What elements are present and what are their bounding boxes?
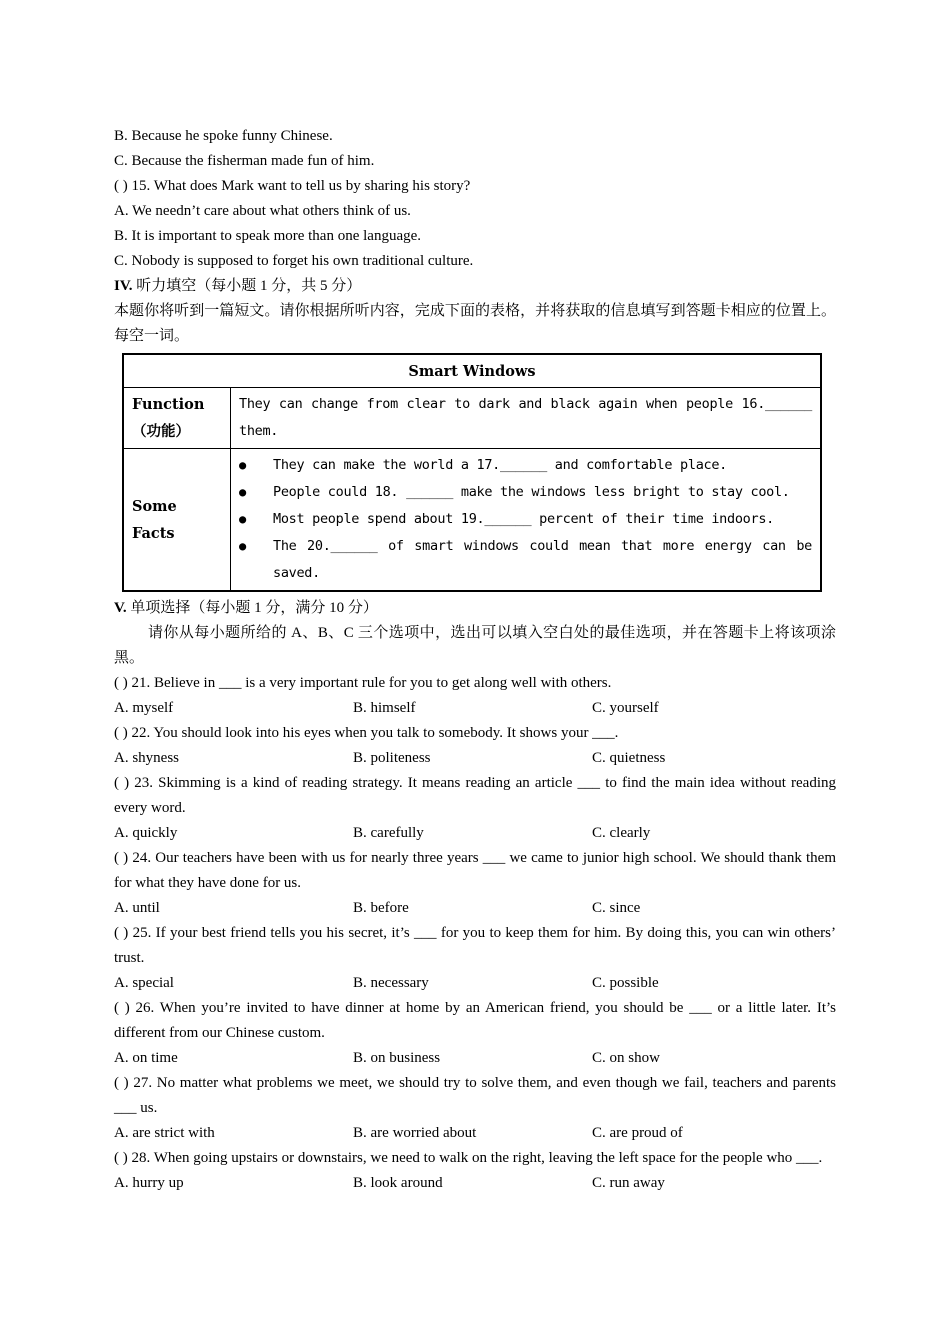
fact-item xyxy=(239,479,812,506)
section-4-heading xyxy=(114,274,836,299)
question-15-stem: ( ) 15. What does Mark want to tell us by sharing his story? xyxy=(114,178,471,194)
question-stem: ( ) 23. Skimming is a kind of reading strategy. It means reading an article ___ to find the main idea without reading every word. xyxy=(114,775,836,816)
prev-option-b: B. Because he spoke funny Chinese. xyxy=(114,128,333,144)
section-4-number: IV. xyxy=(114,278,133,294)
bullet-icon: ● xyxy=(239,512,246,526)
question-options xyxy=(114,1121,836,1146)
option-a: A. quickly xyxy=(114,825,178,841)
bullet-icon: ● xyxy=(239,539,246,553)
question-28 xyxy=(114,1146,836,1196)
section-5-heading xyxy=(114,596,836,621)
fact-19: Most people spend about 19.______ percent of their time indoors. xyxy=(273,511,774,527)
function-label xyxy=(123,388,231,449)
fact-item xyxy=(239,506,812,533)
bullet-icon: ● xyxy=(239,485,246,499)
question-24 xyxy=(114,846,836,921)
question-15-option-c: C. Nobody is supposed to forget his own traditional culture. xyxy=(114,253,474,269)
exam-page xyxy=(114,124,836,1196)
question-25 xyxy=(114,921,836,996)
fact-17: They can make the world a 17.______ and comfortable place. xyxy=(273,457,728,473)
facts-label-line-2: Facts xyxy=(132,524,175,542)
option-b: B. politeness xyxy=(353,750,431,766)
bullet-icon: ● xyxy=(239,458,246,472)
question-stem: ( ) 27. No matter what problems we meet, we should try to solve them, and even though we fail, teachers and parents ___ us. xyxy=(114,1075,836,1116)
question-21 xyxy=(114,671,836,721)
question-options xyxy=(114,696,836,721)
question-options xyxy=(114,746,836,771)
option-a: A. until xyxy=(114,900,160,916)
smart-windows-table xyxy=(122,353,822,592)
question-stem: ( ) 25. If your best friend tells you his secret, it’s ___ for you to keep them for him. By doing this, you can win others’ trust. xyxy=(114,925,836,966)
option-c: C. clearly xyxy=(592,825,651,841)
question-stem: ( ) 26. When you’re invited to have dinner at home by an American friend, you should be ___ or a little later. It’s different from our Chinese custom. xyxy=(114,1000,836,1041)
question-options xyxy=(114,1046,836,1071)
question-stem: ( ) 24. Our teachers have been with us for nearly three years ___ we came to junior high school. We should thank them for what they have done for us. xyxy=(114,850,836,891)
option-b: B. carefully xyxy=(353,825,424,841)
section-5-title: 单项选择（每小题 1 分，满分 10 分） xyxy=(126,600,378,616)
section-5-instruction: 请你从每小题所给的 A、B、C 三个选项中，选出可以填入空白处的最佳选项，并在答题卡上将该项涂黑。 xyxy=(114,625,836,666)
option-b: B. on business xyxy=(353,1050,441,1066)
fact-20: The 20.______ of smart windows could mean that more energy can be saved. xyxy=(273,538,812,581)
option-a: A. hurry up xyxy=(114,1175,184,1191)
option-b: B. himself xyxy=(353,700,416,716)
question-23 xyxy=(114,771,836,846)
option-a: A. on time xyxy=(114,1050,178,1066)
function-label-cn: （功能） xyxy=(132,423,190,440)
option-a: A. shyness xyxy=(114,750,180,766)
fact-item xyxy=(239,533,812,587)
function-text: They can change from clear to dark and black again when people 16.______ them. xyxy=(231,388,822,449)
option-b: B. before xyxy=(353,900,409,916)
question-stem: ( ) 28. When going upstairs or downstairs, we need to walk on the right, leaving the left space for the people who ___. xyxy=(114,1150,823,1166)
option-b: B. are worried about xyxy=(353,1125,477,1141)
option-c: C. yourself xyxy=(592,700,659,716)
question-15-option-a: A. We needn’t care about what others think of us. xyxy=(114,203,411,219)
facts-label xyxy=(123,449,231,592)
question-22 xyxy=(114,721,836,771)
option-a: A. special xyxy=(114,975,174,991)
question-options xyxy=(114,971,836,996)
option-a: A. are strict with xyxy=(114,1125,215,1141)
option-c: C. on show xyxy=(592,1050,660,1066)
option-c: C. run away xyxy=(592,1175,665,1191)
option-a: A. myself xyxy=(114,700,174,716)
facts-label-line-1: Some xyxy=(132,497,177,515)
question-stem: ( ) 22. You should look into his eyes when you talk to somebody. It shows your ___. xyxy=(114,725,619,741)
section-4-instruction: 本题你将听到一篇短文。请你根据所听内容，完成下面的表格，并将获取的信息填写到答题卡相应的位置上。每空一词。 xyxy=(114,303,836,344)
section-4-title: 听力填空（每小题 1 分，共 5 分） xyxy=(132,278,362,294)
question-stem: ( ) 21. Believe in ___ is a very important rule for you to get along well with others. xyxy=(114,675,612,691)
question-options xyxy=(114,896,836,921)
option-b: B. look around xyxy=(353,1175,443,1191)
question-27 xyxy=(114,1071,836,1146)
table-title: Smart Windows xyxy=(123,354,821,388)
function-label-en: Function xyxy=(132,396,205,413)
question-26 xyxy=(114,996,836,1071)
option-c: C. quietness xyxy=(592,750,666,766)
section-5-number: V. xyxy=(114,600,127,616)
prev-option-c: C. Because the fisherman made fun of him. xyxy=(114,153,375,169)
question-15-option-b: B. It is important to speak more than one language. xyxy=(114,228,422,244)
question-options xyxy=(114,1171,836,1196)
facts-list xyxy=(231,449,822,592)
question-list xyxy=(114,671,836,1196)
option-c: C. possible xyxy=(592,975,659,991)
question-options xyxy=(114,821,836,846)
option-c: C. are proud of xyxy=(592,1125,683,1141)
option-b: B. necessary xyxy=(353,975,429,991)
fact-item xyxy=(239,452,812,479)
option-c: C. since xyxy=(592,900,641,916)
fact-18: People could 18. ______ make the windows less bright to stay cool. xyxy=(273,484,790,500)
